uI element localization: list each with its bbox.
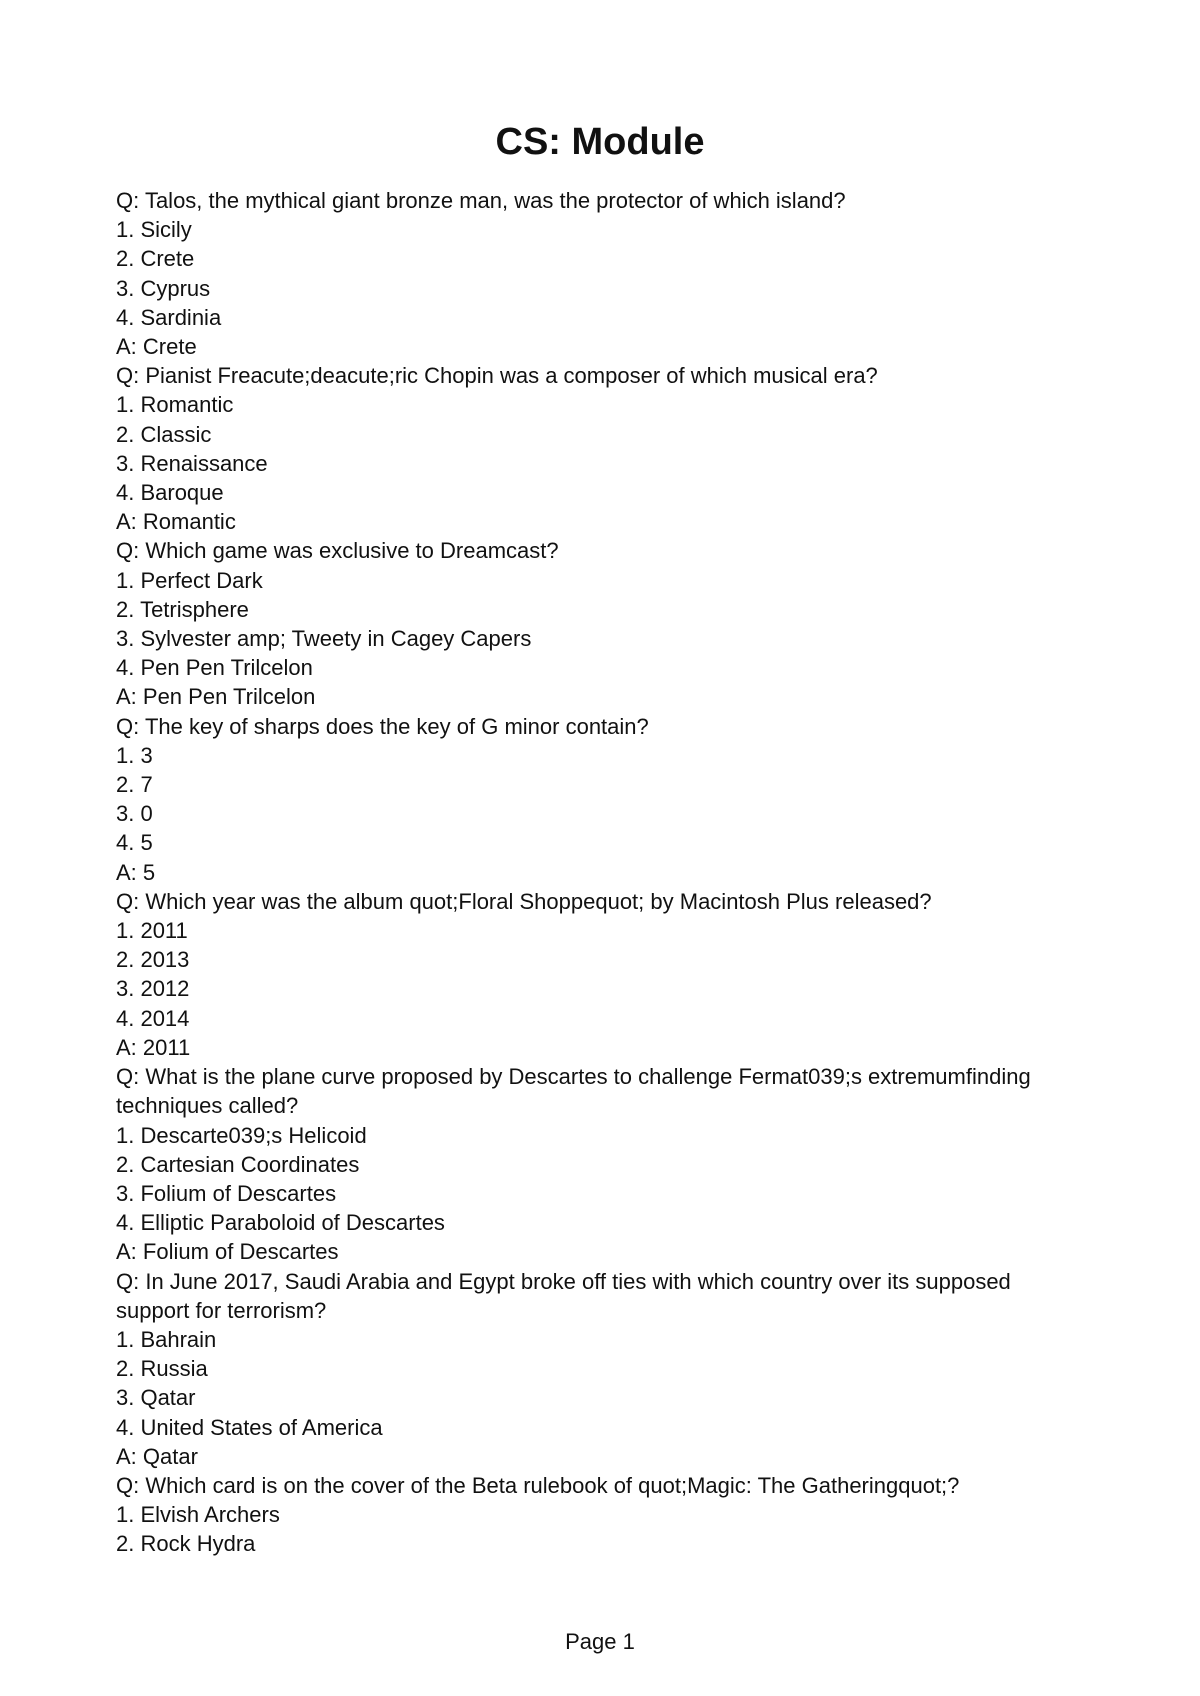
option-text: 2. Rock Hydra: [116, 1531, 256, 1557]
option-text: 4. Sardinia: [116, 304, 222, 330]
option-text: 3. 0: [116, 801, 153, 827]
option-text: 4. United States of America: [116, 1414, 383, 1440]
answer-text: A: 5: [116, 859, 156, 885]
option-text: 4. Baroque: [116, 480, 224, 506]
option-text: 2. Tetrisphere: [116, 596, 249, 622]
answer-text: A: Crete: [116, 334, 197, 360]
question-text: Q: Pianist Freacute;deacute;ric Chopin was a composer of which musical era?: [116, 363, 878, 389]
option-text: 2. 7: [116, 772, 153, 798]
option-text: 3. Renaissance: [116, 450, 268, 476]
page-number: Page 1: [565, 1629, 635, 1654]
option-text: 2. 2013: [116, 947, 190, 973]
option-text: 1. 3: [116, 742, 153, 768]
question-text: Q: In June 2017, Saudi Arabia and Egypt broke off ties with which country over its supposed support for terrorism?: [116, 1268, 1011, 1323]
option-text: 1. 2011: [116, 918, 188, 944]
answer-text: A: Folium of Descartes: [116, 1239, 339, 1265]
answer-text: A: Qatar: [116, 1443, 198, 1469]
option-text: 2. Cartesian Coordinates: [116, 1151, 360, 1177]
question-text: Q: Talos, the mythical giant bronze man, was the protector of which island?: [116, 188, 846, 213]
quiz-content: [116, 186, 1076, 1559]
option-text: 1. Elvish Archers: [116, 1502, 280, 1528]
answer-text: A: 2011: [116, 1034, 191, 1060]
option-text: 2. Crete: [116, 246, 195, 272]
answer-text: A: Romantic: [116, 509, 236, 535]
option-text: 1. Romantic: [116, 392, 234, 418]
option-text: 2. Classic: [116, 421, 212, 447]
question-text: Q: Which year was the album quot;Floral Shoppequot; by Macintosh Plus released?: [116, 888, 932, 914]
option-text: 1. Bahrain: [116, 1326, 217, 1352]
option-text: 1. Perfect Dark: [116, 567, 263, 593]
option-text: 3. Cyprus: [116, 275, 211, 301]
answer-text: A: Pen Pen Trilcelon: [116, 684, 316, 710]
option-text: 1. Sicily: [116, 217, 192, 243]
option-text: 4. 5: [116, 830, 153, 856]
option-text: 3. Qatar: [116, 1385, 196, 1411]
question-text: Q: Which game was exclusive to Dreamcast?: [116, 538, 559, 564]
page-title: CS: Module: [495, 121, 705, 163]
option-text: 1. Descarte039;s Helicoid: [116, 1122, 367, 1148]
option-text: 4. Pen Pen Trilcelon: [116, 655, 313, 681]
option-text: 3. 2012: [116, 976, 190, 1002]
question-text: Q: The key of sharps does the key of G minor contain?: [116, 713, 649, 739]
option-text: 3. Sylvester amp; Tweety in Cagey Capers: [116, 626, 532, 652]
question-text: Q: What is the plane curve proposed by Descartes to challenge Fermat039;s extremumfinding techniques called?: [116, 1064, 1031, 1119]
question-text: Q: Which card is on the cover of the Beta rulebook of quot;Magic: The Gatheringquot;?: [116, 1472, 960, 1498]
option-text: 4. Elliptic Paraboloid of Descartes: [116, 1210, 445, 1236]
option-text: 3. Folium of Descartes: [116, 1180, 337, 1206]
option-text: 2. Russia: [116, 1356, 208, 1382]
option-text: 4. 2014: [116, 1005, 190, 1031]
